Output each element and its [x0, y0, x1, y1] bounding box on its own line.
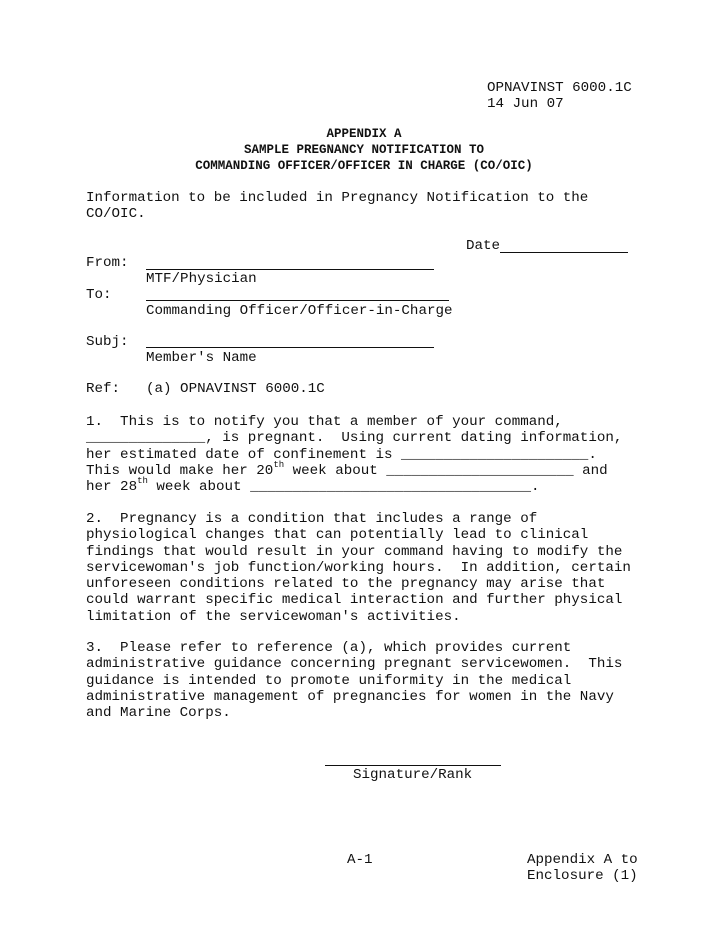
subj-field-line[interactable]: [146, 347, 434, 348]
paragraph-2-line-1: 2. Pregnancy is a condition that includes a range of: [86, 511, 538, 527]
paragraph-1-line-1: 1. This is to notify you that a member of your command,: [86, 414, 563, 430]
subj-caption: Member's Name: [146, 350, 257, 366]
paragraph-2-line-5: unforeseen conditions related to the pregnancy may arise that: [86, 576, 606, 593]
ref-value: (a) OPNAVINST 6000.1C: [146, 381, 325, 397]
paragraph-2-line-3: findings that would result in your command having to modify the: [86, 543, 623, 560]
appendix-reference-line-1: Appendix A to: [527, 852, 638, 868]
to-field-line[interactable]: [146, 300, 449, 301]
page-number: A-1: [347, 852, 373, 868]
to-caption: Commanding Officer/Officer-in-Charge: [146, 303, 453, 319]
week-20-rest: week about ______________________ and: [284, 462, 608, 479]
from-label: From:: [86, 255, 129, 271]
week-28-rest: week about _________________________________.: [147, 479, 540, 496]
paragraph-3-line-1: 3. Please refer to reference (a), which provides current: [86, 640, 572, 656]
paragraph-1-line-3: her estimated date of confinement is ______________________.: [86, 446, 597, 463]
paragraph-2-line-2: physiological changes that can potentially lead to clinical: [86, 527, 589, 544]
document-date: 14 Jun 07: [487, 96, 564, 112]
signature-line[interactable]: [325, 765, 501, 766]
week-20-prefix: This would make her 20: [86, 462, 274, 479]
paragraph-2-line-7: limitation of the servicewoman's activities.: [86, 608, 461, 625]
appendix-reference-line-2: Enclosure (1): [527, 868, 638, 884]
paragraph-3-line-5: and Marine Corps.: [86, 705, 231, 722]
paragraph-2: [86, 511, 646, 625]
paragraph-1-line-5: [86, 476, 646, 496]
paragraph-1-line-4: [86, 460, 646, 479]
paragraph-2-line-6: could warrant specific medical interaction and further physical: [86, 592, 623, 609]
notification-title: SAMPLE PREGNANCY NOTIFICATION TO: [243, 143, 485, 157]
from-caption: MTF/Physician: [146, 271, 257, 287]
paragraph-3-line-2: administrative guidance concerning pregnant servicewomen. This: [86, 656, 623, 673]
intro-line-2: CO/OIC.: [86, 206, 146, 222]
date-label: Date: [466, 238, 501, 254]
week-28-suffix: th: [137, 476, 148, 487]
signature-caption: Signature/Rank: [353, 767, 473, 783]
from-field-line[interactable]: [146, 269, 434, 270]
paragraph-3-line-4: administrative management of pregnancies for women in the Navy: [86, 688, 614, 705]
intro-line-1: Information to be included in Pregnancy Notification to the: [86, 190, 589, 206]
instruction-number: OPNAVINST 6000.1C: [487, 80, 632, 96]
week-28-prefix: her 28: [86, 479, 138, 496]
week-20-suffix: th: [273, 460, 285, 471]
date-field-line[interactable]: [500, 252, 628, 253]
to-label: To:: [86, 287, 112, 303]
paragraph-3: [86, 640, 646, 721]
paragraph-1: [86, 414, 646, 495]
appendix-title: APPENDIX A: [326, 127, 402, 141]
subj-label: Subj:: [86, 334, 129, 350]
paragraph-1-line-2: ______________, is pregnant. Using current dating information,: [86, 430, 623, 447]
paragraph-3-line-3: guidance is intended to promote uniformity in the medical: [86, 672, 572, 689]
ref-label: Ref:: [86, 381, 121, 397]
recipient-title: COMMANDING OFFICER/OFFICER IN CHARGE (CO/OIC): [195, 159, 533, 173]
paragraph-2-line-4: servicewoman's job function/working hours. In addition, certain: [86, 559, 631, 576]
